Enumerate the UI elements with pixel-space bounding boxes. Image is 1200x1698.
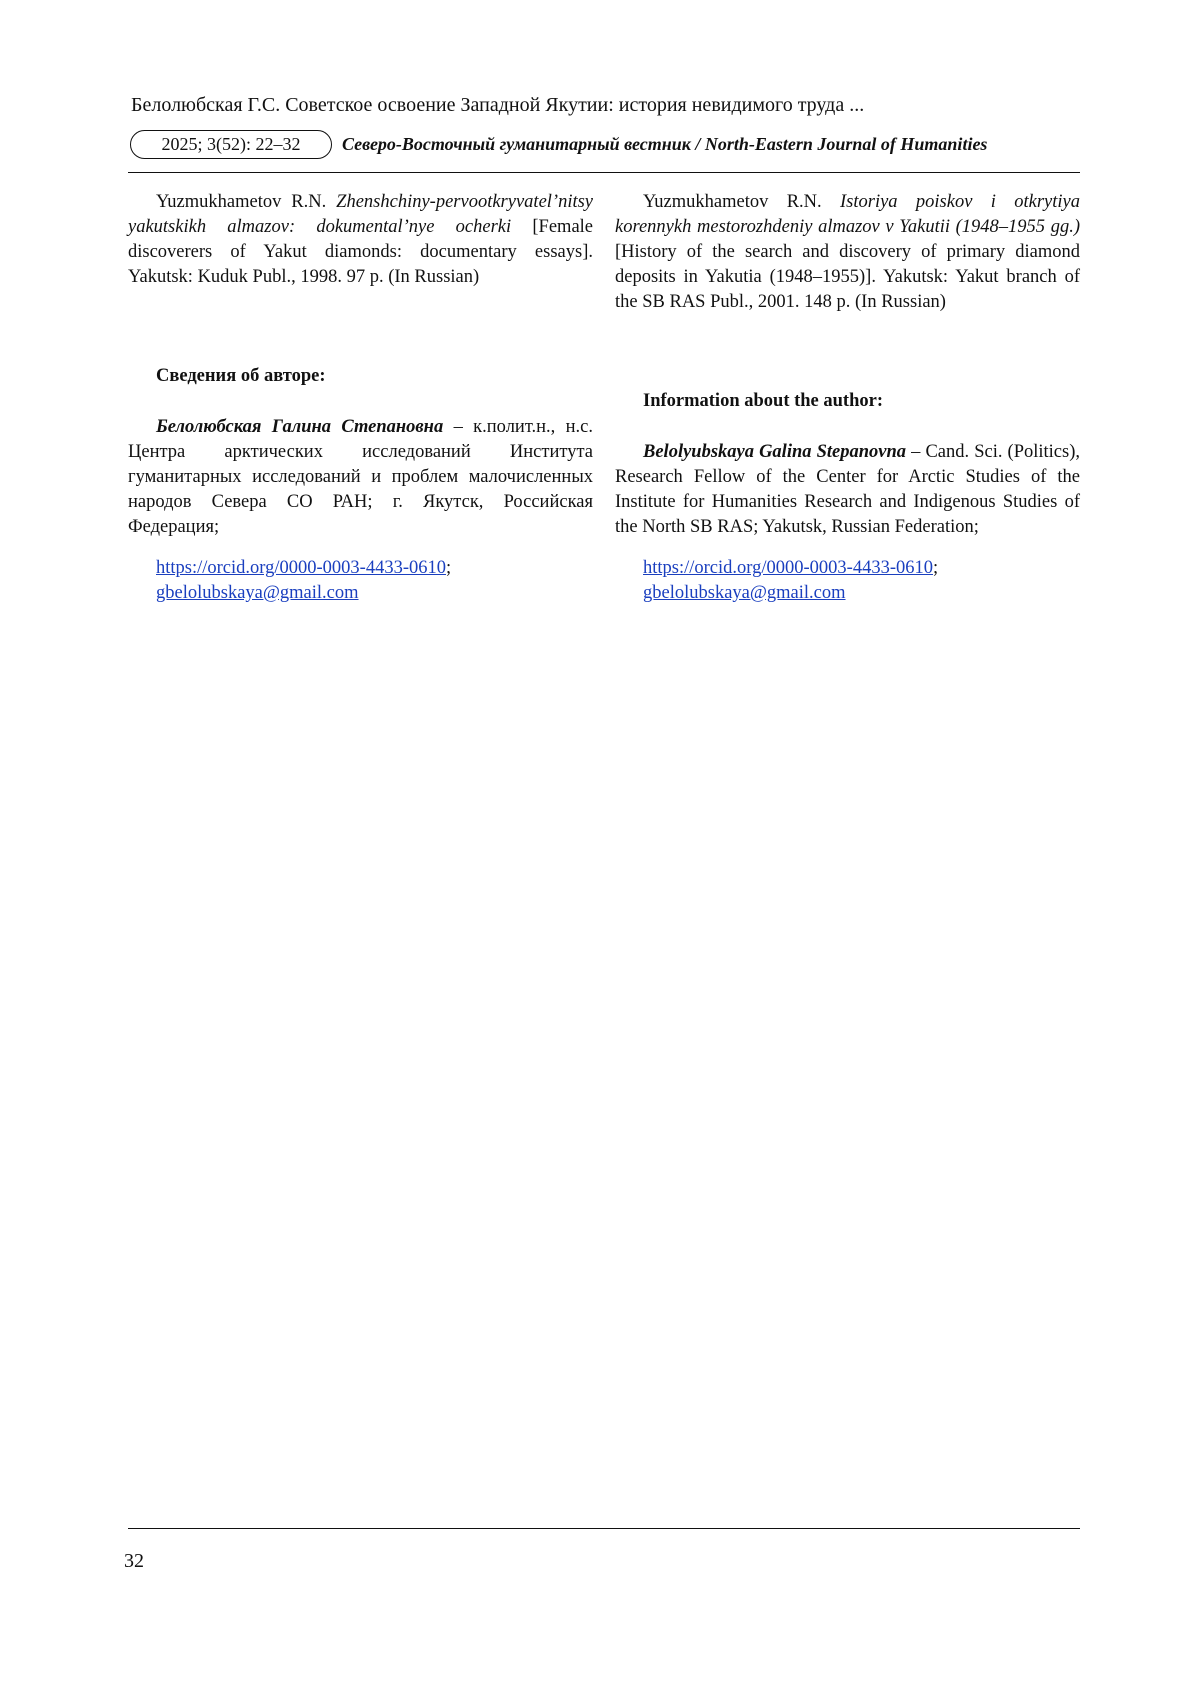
issue-badge: 2025; 3(52): 22–32 [130,130,332,159]
reference-author: Yuzmukhametov R.N. [156,192,327,212]
page-number: 32 [124,1550,144,1572]
orcid-link[interactable]: https://orcid.org/0000-0003-4433-0610 [156,558,446,578]
author-links [615,556,1080,606]
journal-name: Северо-Восточный гуманитарный вестник / North-Eastern Journal of Humanities [342,134,988,154]
author-affiliation: Cand. Sci. (Politics), Research Fellow of the Center for Arctic Studies of the Institute for Humanities Research and Indigenous Studies of the North SB RAS; Yakutsk, Russian Federation; [615,442,1080,537]
link-separator: ; [445,558,452,578]
reference-title: Zhenshchiny-pervootkryvatel’nitsy yakutskikh almazov: dokumental’nye ocherki [128,192,594,237]
author-name: Belolyubskaya Galina Stepanovna [643,442,907,462]
reference-entry [615,190,1080,315]
author-section-heading: Сведения об авторе: [156,366,326,386]
author-links [128,556,593,606]
right-column [615,190,1080,606]
running-header-title: Белолюбская Г.С. Советское освоение Западной Якутии: история невидимого труда ... [131,94,865,116]
left-column [128,190,593,606]
header-rule [128,172,1080,173]
reference-entry [128,190,593,290]
link-separator: ; [932,558,939,578]
author-info-block [128,415,593,540]
reference-details: [Female discoverers of Yakut diamonds: documentary essays]. Yakutsk: Kuduk Publ., 1998. 97 p. (In Russian) [128,217,594,287]
reference-details: [History of the search and discovery of primary diamond deposits in Yakutia (1948–1955)]. Yakutsk: Yakut branch of the SB RAS Publ., 2001. 148 p. (In Russian) [615,242,1080,312]
author-affiliation: к.полит.н., н.с. Центра арктических исследований Института гуманитарных исследований и проблем малочисленных народов Севера СО РАН; г. Якутск, Российская Федерация; [128,417,594,537]
email-link[interactable]: gbelolubskaya@gmail.com [643,583,846,603]
reference-title: Istoriya poiskov i otkrytiya korennykh mestorozhdeniy almazov v Yakutii (1948–1955 gg.) [615,192,1080,237]
author-dash: – [906,442,926,462]
author-name: Белолюбская Галина Степановна [156,417,444,437]
author-info-block [615,440,1080,540]
reference-author: Yuzmukhametov R.N. [643,192,822,212]
email-link[interactable]: gbelolubskaya@gmail.com [156,583,359,603]
orcid-link[interactable]: https://orcid.org/0000-0003-4433-0610 [643,558,933,578]
footer-rule [128,1528,1080,1529]
author-section-heading: Information about the author: [643,391,883,411]
author-dash: – [443,417,474,437]
